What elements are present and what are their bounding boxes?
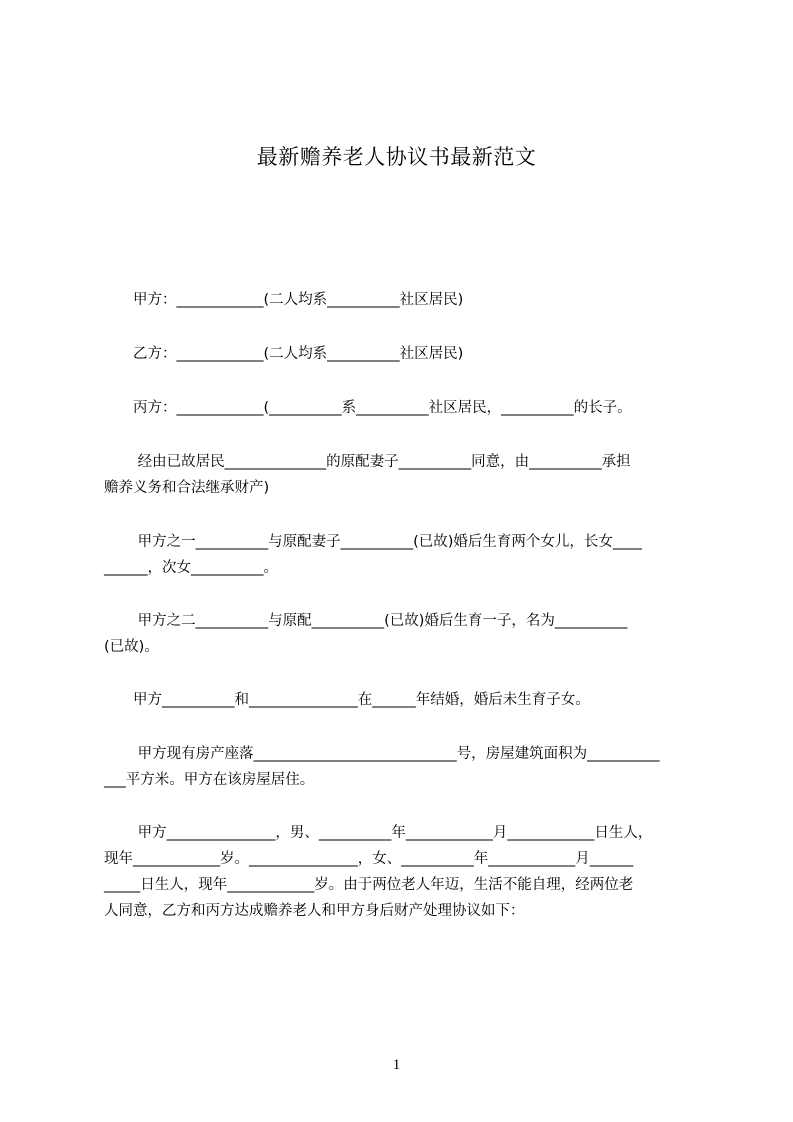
paragraph-line: 甲方之二__________与原配__________(已故)婚后生育一子，名为__________ (104, 613, 628, 629)
paragraph-line: 现年____________岁。_______________，女、__________年____________月______ (104, 851, 634, 867)
paragraph-line: 人同意，乙方和丙方达成赡养老人和甲方身后财产处理协议如下： (104, 903, 525, 919)
paragraph-property (104, 741, 704, 793)
paragraph-line: 甲方_______________，男、__________年____________月____________日生人， (104, 825, 653, 841)
paragraph-agreement (104, 820, 704, 924)
document-title: 最新赡养老人协议书最新范文 (256, 145, 537, 169)
paragraph-line: 甲方__________和_______________在______年结婚，婚后未生育子女。 (104, 692, 590, 708)
paragraph-line: 甲方现有房产座落____________________________号，房屋建筑面积为__________ (104, 746, 660, 762)
page-number: 1 (392, 1057, 401, 1073)
paragraph-line: (已故)。 (104, 639, 159, 655)
paragraph-party-a-one (104, 529, 704, 581)
paragraph-line: _____日生人，现年____________岁。由于两位老人年迈，生活不能自理，经两位老 (104, 877, 634, 893)
paragraph-line: 经由已故居民______________的原配妻子__________同意，由__________承担 (104, 454, 631, 470)
paragraph-marriage (104, 687, 704, 713)
paragraph-party-b (104, 341, 704, 367)
paragraph-party-a (104, 287, 704, 313)
paragraph-party-c (104, 395, 704, 421)
paragraph-line: ___平方米。甲方在该房屋居住。 (104, 772, 315, 788)
paragraph-line: 丙方：____________(__________系__________社区居民，__________的长子。 (104, 400, 632, 416)
paragraph-line: 甲方之一__________与原配妻子__________(已故)婚后生育两个女儿，长女____ (104, 534, 642, 550)
paragraph-party-a-two (104, 608, 704, 660)
paragraph-line: 乙方：____________(二人均系__________社区居民) (104, 346, 464, 362)
paragraph-line: ______，次女__________。 (104, 560, 278, 576)
paragraph-consent (104, 449, 704, 501)
paragraph-line: 甲方：____________(二人均系__________社区居民) (104, 292, 464, 308)
paragraph-line: 赡养义务和合法继承财产) (104, 480, 270, 496)
